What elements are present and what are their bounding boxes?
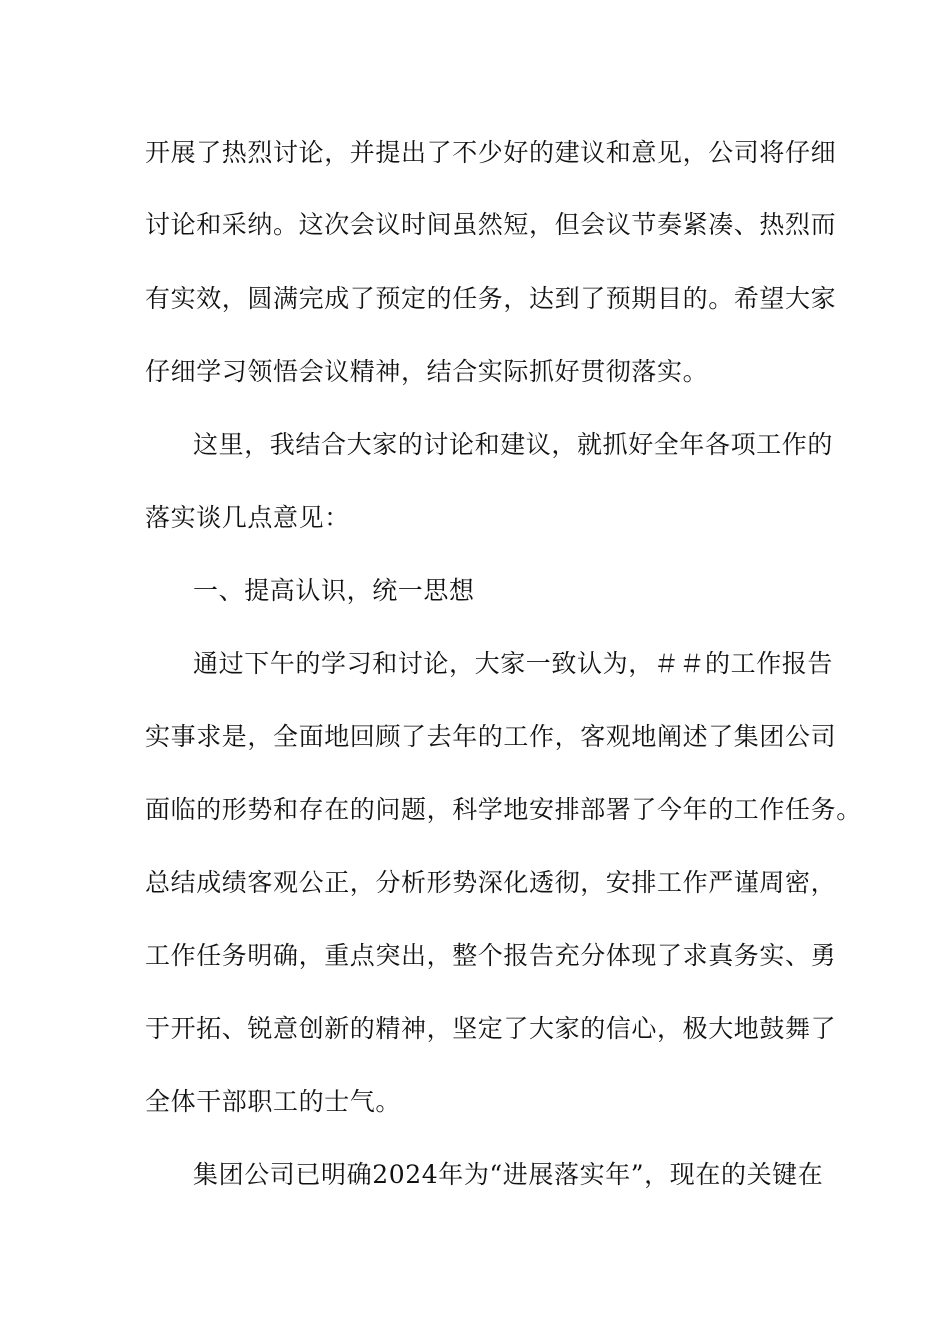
paragraph-line: 工作任务明确，重点突出，整个报告充分体现了求真务实、勇 [145, 941, 837, 970]
paragraph-line: 开展了热烈讨论，并提出了不少好的建议和意见，公司将仔细 [145, 138, 837, 167]
paragraph-line: 仔细学习领悟会议精神，结合实际抓好贯彻落实。 [145, 357, 709, 386]
paragraph-line: 全体干部职工的士气。 [145, 1087, 402, 1116]
section-heading: 一、提高认识，统一思想 [193, 576, 475, 605]
paragraph-line: 这里，我结合大家的讨论和建议，就抓好全年各项工作的 [193, 430, 834, 459]
paragraph-line: 集团公司已明确2024年为“进展落实年”，现在的关键在 [193, 1160, 824, 1189]
paragraph-line: 于开拓、锐意创新的精神，坚定了大家的信心，极大地鼓舞了 [145, 1014, 837, 1043]
paragraph-line: 实事求是，全面地回顾了去年的工作，客观地阐述了集团公司 [145, 722, 837, 751]
paragraph-line: 落实谈几点意见： [145, 503, 350, 532]
paragraph-line: 总结成绩客观公正，分析形势深化透彻，安排工作严谨周密， [145, 868, 837, 897]
paragraph-line: 有实效，圆满完成了预定的任务，达到了预期目的。希望大家 [145, 284, 837, 313]
paragraph-line: 面临的形势和存在的问题，科学地安排部署了今年的工作任务。 [145, 795, 862, 824]
paragraph-line: 通过下午的学习和讨论，大家一致认为，＃＃的工作报告 [193, 649, 834, 678]
paragraph-line: 讨论和采纳。这次会议时间虽然短，但会议节奏紧凑、热烈而 [145, 210, 837, 239]
